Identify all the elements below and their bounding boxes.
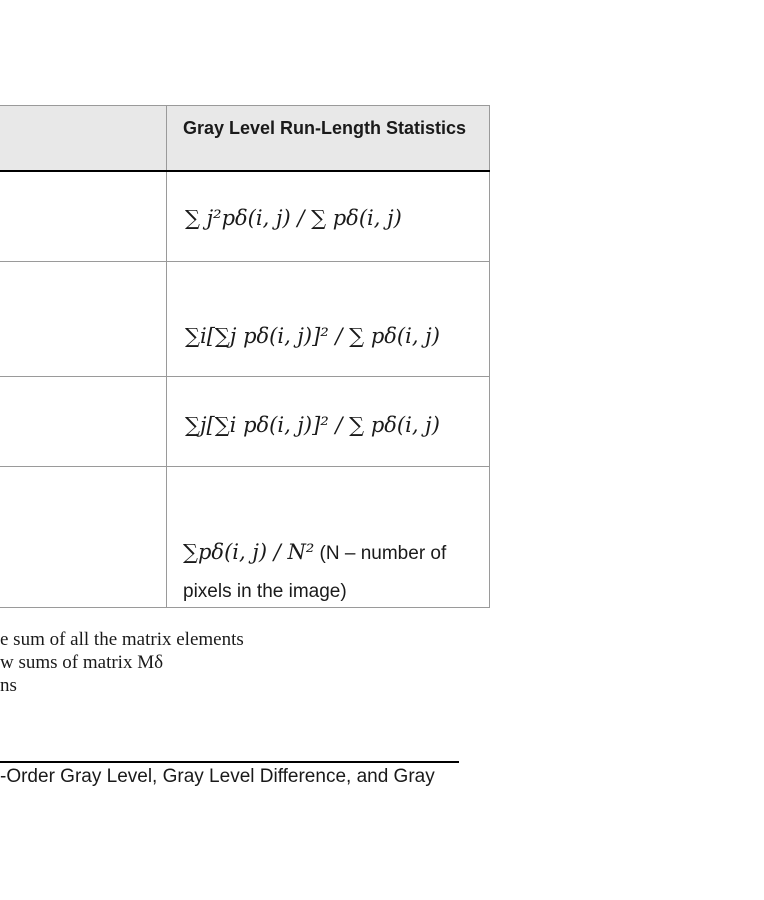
table-cell <box>0 171 167 261</box>
formula-note: (N – number of pixels in the image) <box>183 542 447 602</box>
formula-right: ∑pδ(i, j) / N² <box>183 539 315 564</box>
caption-rule <box>0 761 459 763</box>
table-row <box>0 466 490 607</box>
formula-right-with-note <box>183 533 463 611</box>
formula-right: ∑j[∑i pδ(i, j)]² / ∑ pδ(i, j) <box>185 412 440 437</box>
formula-right: ∑ j²pδ(i, j) / ∑ pδ(i, j) <box>185 206 402 230</box>
table-header-row <box>0 106 490 172</box>
formula-right: ∑i[∑j pδ(i, j)]² / ∑ pδ(i, j) <box>185 323 440 348</box>
table-caption: -Order Gray Level, Gray Level Difference, and Gray <box>0 766 435 787</box>
header-run-length: Gray Level Run-Length Statistics <box>167 106 490 172</box>
table-cell <box>167 466 490 607</box>
table-cell <box>167 171 490 261</box>
table-cell <box>167 376 490 466</box>
note-line: e sum of all the matrix elements <box>0 629 244 650</box>
statistics-table <box>0 105 490 608</box>
table-row <box>0 171 490 261</box>
note-line: w sums of matrix Mδ <box>0 652 164 673</box>
table-row <box>0 261 490 376</box>
table-notes <box>0 628 244 697</box>
table-cell <box>0 466 167 607</box>
table-cell <box>0 261 167 376</box>
table-row <box>0 376 490 466</box>
note-line: ns <box>0 675 17 696</box>
table-cell <box>0 376 167 466</box>
table-cell <box>167 261 490 376</box>
header-gray-level-difference <box>0 106 167 172</box>
